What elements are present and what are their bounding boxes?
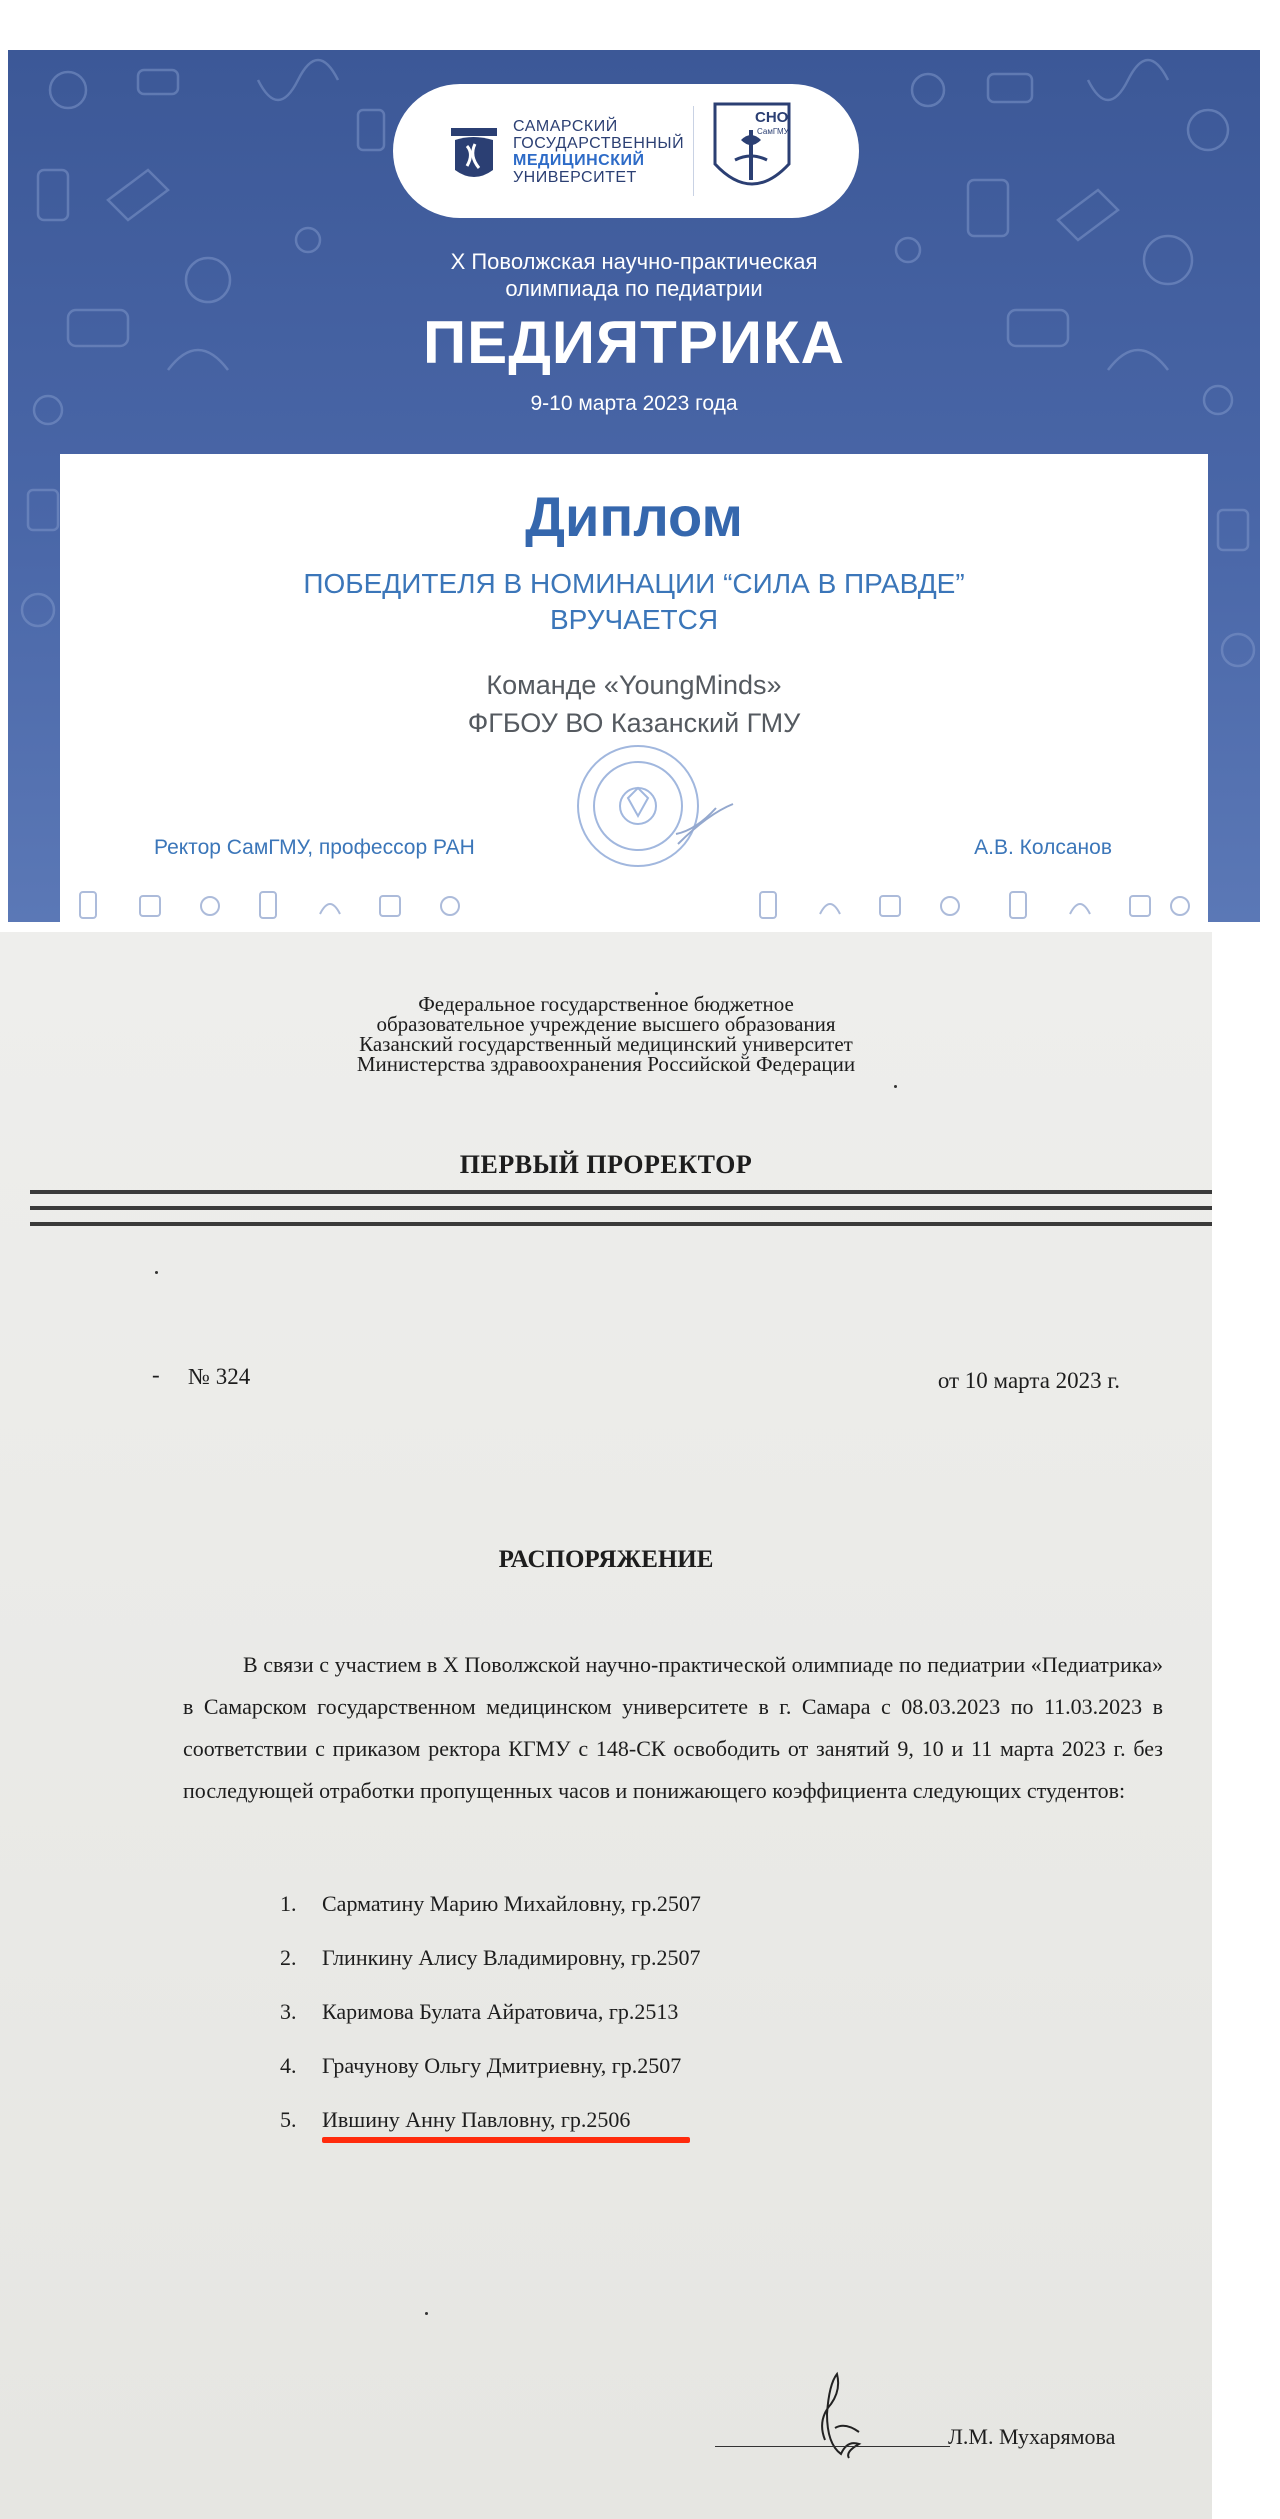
order-document: [0, 932, 1212, 2519]
logo-divider: [693, 106, 694, 196]
olympiad-title: ПЕДИЯТРИКА: [423, 309, 845, 376]
order-body: В связи с участием в X Поволжской научно-практической олимпиаде по педиатрии «Педиатрика» в Самарском государственном медицинском университете в г. Самара с 08.03.2023 по 11.03.2023 в соответствии с приказом ректора КГМУ с 148-СК освободить от занятий 9, 10 и 11 марта 2023 г. без последующей отработки пропущенных часов и понижающего коэффициента следующих студентов:: [183, 1652, 1163, 1803]
student-list: [280, 1877, 701, 2147]
signature-line: [715, 2446, 950, 2447]
samgmu-emblem-icon: [445, 118, 503, 184]
university-name: САМАРСКИЙ ГОСУДАРСТВЕННЫЙ МЕДИЦИНСКИЙ УНИВЕРСИТЕТ: [513, 118, 685, 186]
list-item: 4. Грачунову Ольгу Дмитриевну, гр.2507: [280, 2053, 682, 2078]
diploma-card: [60, 454, 1208, 922]
header-rule: [30, 1190, 1212, 1194]
order-number: № 324: [188, 1364, 251, 1389]
svg-text:СНО: СНО: [755, 109, 789, 126]
rector-title: Ректор СамГМУ, профессор РАН: [154, 836, 475, 859]
order-date: от 10 марта 2023 г.: [937, 1368, 1120, 1393]
university-logo-badge: [393, 84, 859, 218]
diploma: [8, 50, 1260, 922]
olympiad-dates: 9-10 марта 2023 года: [530, 392, 738, 415]
scan-speck: [894, 1085, 897, 1088]
order-dash: -: [152, 1362, 160, 1387]
list-item: 2. Глинкину Алису Владимировну, гр.2507: [280, 1945, 701, 1970]
awarded-team: Команде «YoungMinds» ФГБОУ ВО Казанский ГМУ: [467, 670, 801, 738]
highlight-underline: [322, 2137, 690, 2143]
svg-text:СамГМУ: СамГМУ: [757, 127, 789, 136]
list-item: 5. Ившину Анну Павловну, гр.2506: [280, 2107, 631, 2132]
rector-name: А.В. Колсанов: [974, 836, 1112, 859]
header-rule: [30, 1206, 1212, 1210]
list-item: 1. Сарматину Марию Михайловну, гр.2507: [280, 1891, 701, 1916]
signer-name: Л.М. Мухарямова: [948, 2424, 1116, 2449]
header-rule: [30, 1222, 1212, 1226]
nomination-text: ПОБЕДИТЕЛЯ В НОМИНАЦИИ “СИЛА В ПРАВДЕ” ВРУЧАЕТСЯ: [303, 568, 965, 635]
bottom-pattern-decoration: [60, 874, 1208, 922]
page-margin: [1212, 932, 1280, 2519]
order-heading: РАСПОРЯЖЕНИЕ: [498, 1546, 714, 1573]
diploma-heading: Диплом: [525, 485, 743, 548]
sno-shield-icon: [711, 100, 793, 202]
organization-header: Федеральное государственное бюджетное образовательное учреждение высшего образования Казанский государственный медицинский университет Министерства здравоохранения Российской Федерации: [356, 992, 856, 1076]
official-seal-stamp: [558, 726, 738, 876]
scan-speck: [155, 1271, 158, 1274]
issuer-position: ПЕРВЫЙ ПРОРЕКТОР: [459, 1150, 753, 1179]
scan-speck: [425, 2312, 428, 2315]
list-item: 3. Каримова Булата Айратовича, гр.2513: [280, 1999, 679, 2024]
olympiad-name: X Поволжская научно-практическая олимпиада по педиатрии: [450, 249, 818, 301]
handwritten-signature: [715, 2350, 955, 2460]
